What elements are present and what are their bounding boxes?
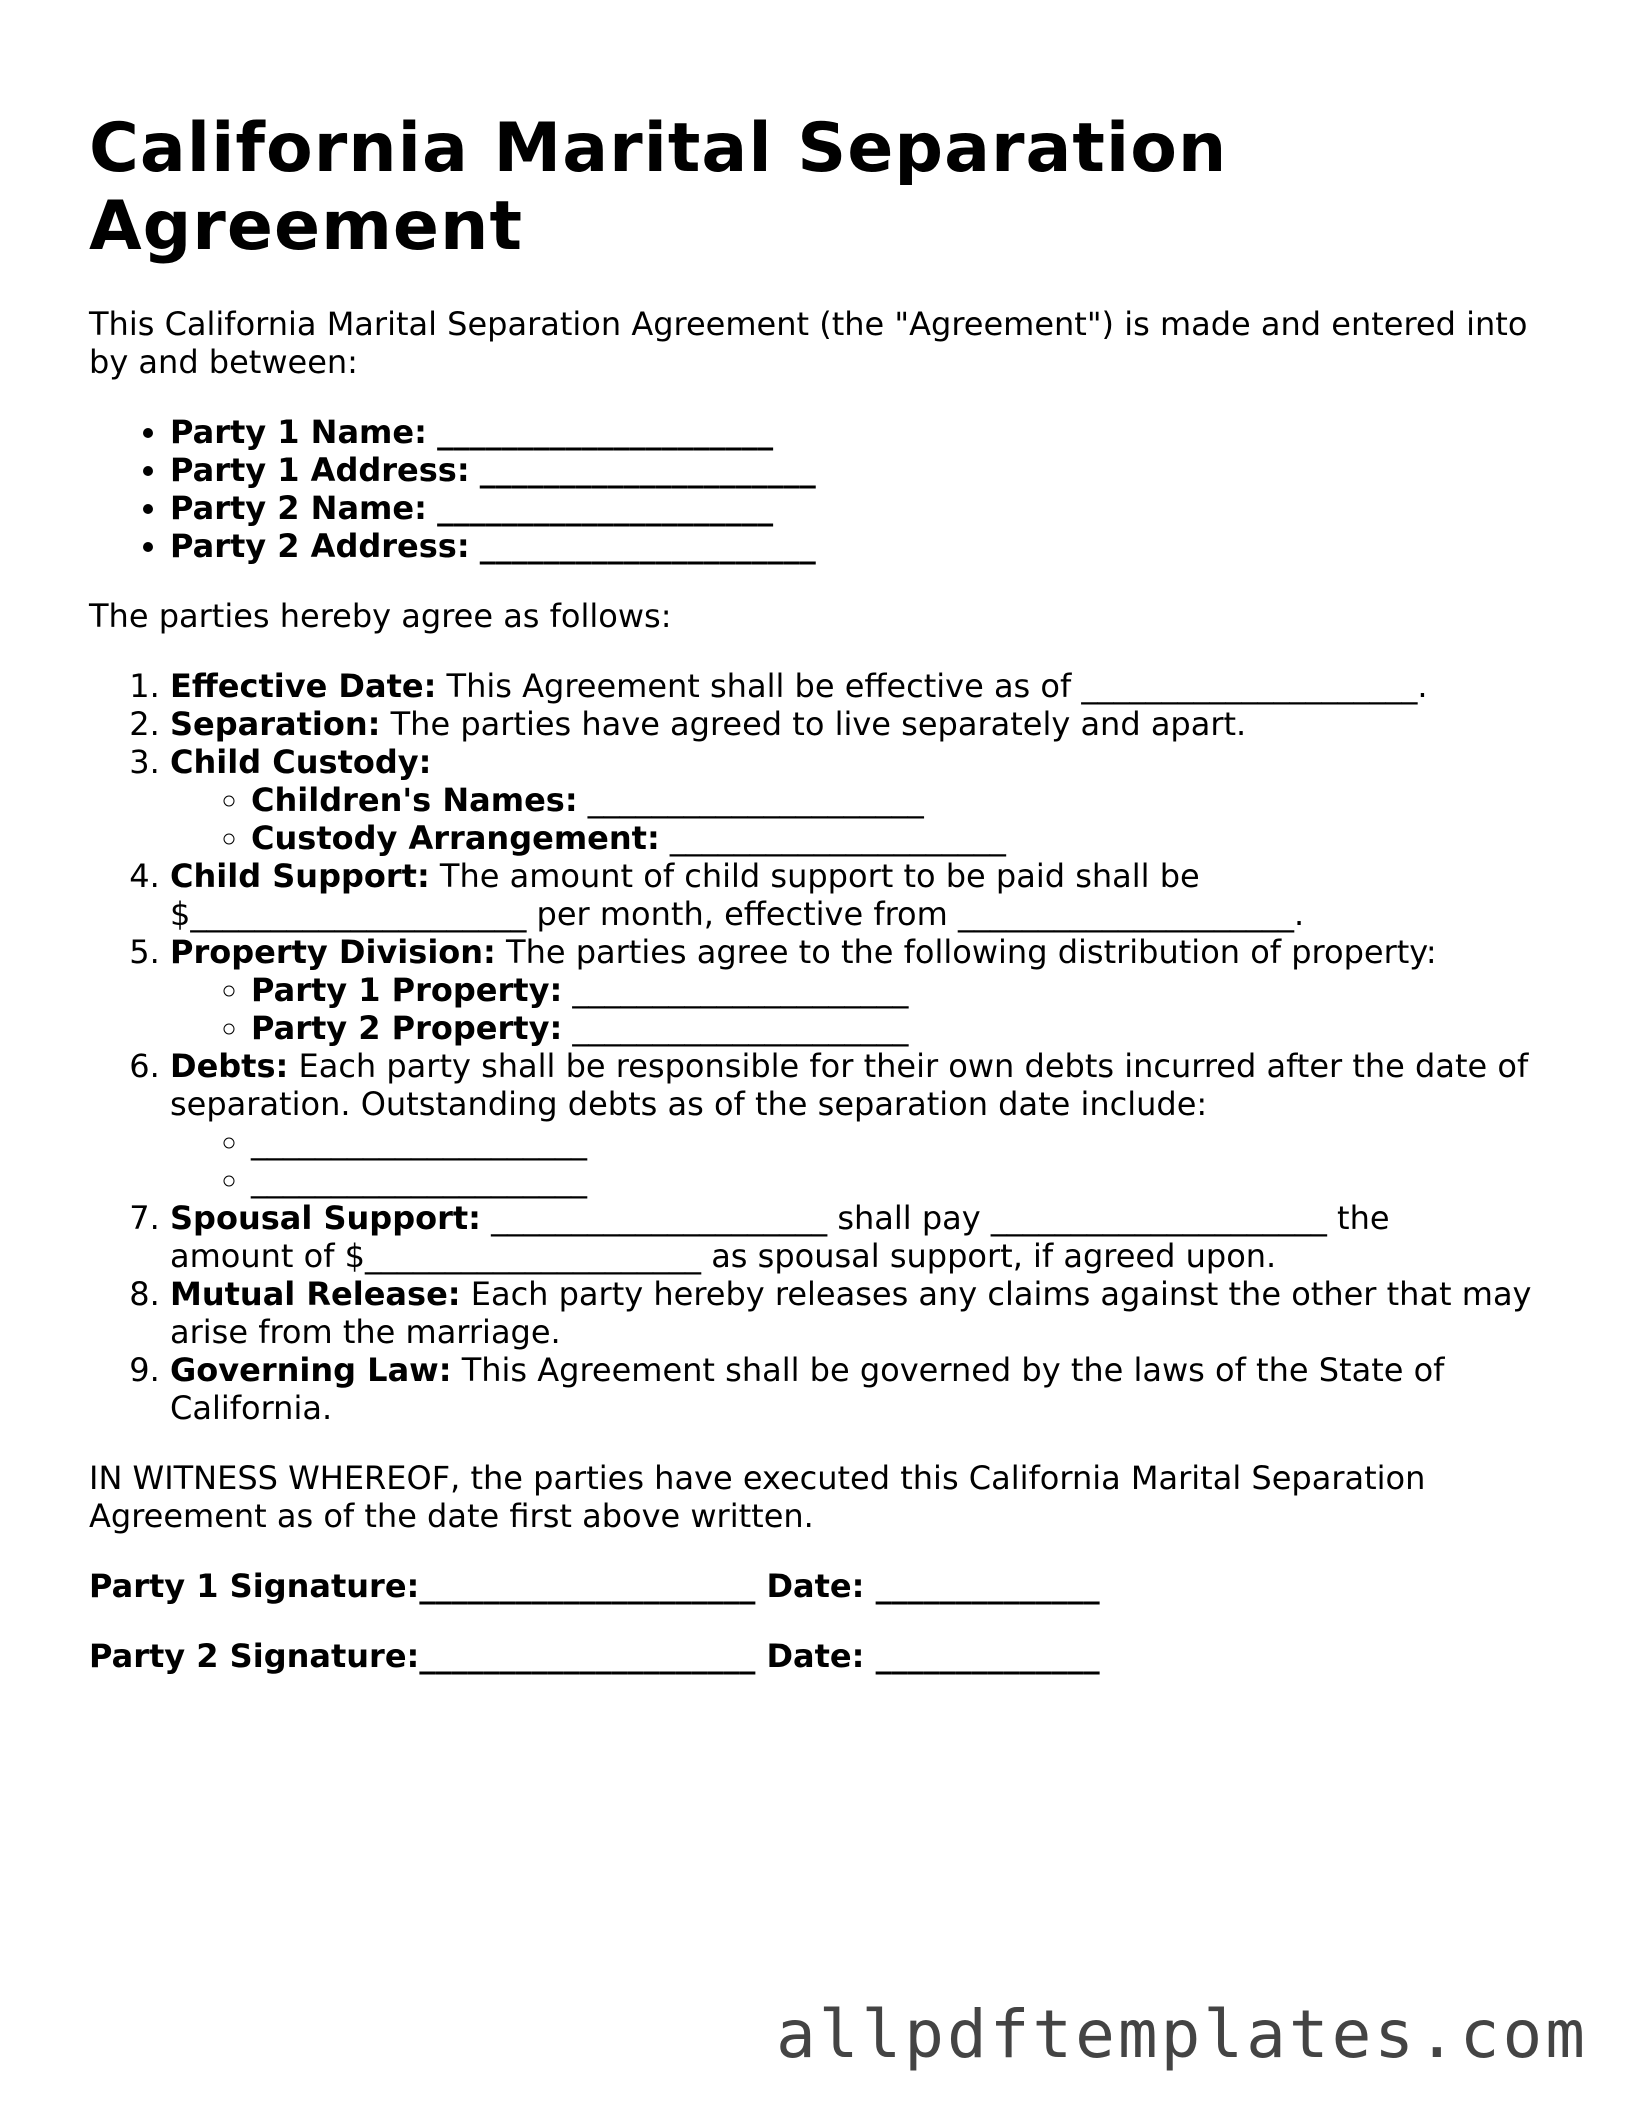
terms-list bbox=[89, 667, 1559, 1427]
blank-line: _____________________ bbox=[572, 971, 909, 1009]
blank-line: _____________________ bbox=[251, 1123, 587, 1161]
witness-paragraph: IN WITNESS WHEREOF, the parties have executed this California Marital Separation Agreement as of the date first above written. bbox=[89, 1459, 1426, 1535]
intro-paragraph: This California Marital Separation Agreement (the "Agreement") is made and entered into by and between: bbox=[89, 305, 1528, 381]
watermark: allpdftemplates.com bbox=[776, 1996, 1588, 2073]
blank-line: _____________________ bbox=[587, 781, 924, 819]
term-governing-law: 9. Governing Law: This Agreement shall be governed by the laws of the State of California. bbox=[170, 1351, 1559, 1427]
term-mutual-release: 8. Mutual Release: Each party hereby releases any claims against the other that may arise from the marriage. bbox=[170, 1275, 1559, 1351]
blank-line: _____________________ bbox=[1081, 667, 1418, 705]
blank-line: _____________________ bbox=[957, 895, 1294, 933]
list-item: • Party 2 Name: _____________________ bbox=[170, 489, 1559, 527]
list-item: ◦ Children's Names: _____________________ bbox=[251, 781, 1559, 819]
list-item bbox=[251, 1123, 1559, 1161]
follows-paragraph: The parties hereby agree as follows: bbox=[89, 597, 672, 635]
blank-line: _____________________ bbox=[479, 451, 816, 489]
blank-line: _____________________ bbox=[437, 413, 774, 451]
blank-line: _____________________ bbox=[491, 1199, 828, 1237]
date-blank: ______________ bbox=[875, 1567, 1100, 1605]
blank-line: _____________________ bbox=[479, 527, 816, 565]
blank-line: _____________________ bbox=[669, 819, 1006, 857]
list-item: ◦ Party 2 Property: _____________________ bbox=[251, 1009, 1559, 1047]
custody-sublist bbox=[170, 781, 1559, 857]
page-title: California Marital Separation Agreement bbox=[89, 109, 1228, 266]
list-item: ◦ Custody Arrangement: _____________________ bbox=[251, 819, 1559, 857]
term-child-support: 4. Child Support: The amount of child support to be paid shall be $_____________________ per month, effective from _____________________. bbox=[170, 857, 1559, 933]
list-item: • Party 2 Address: _____________________ bbox=[170, 527, 1559, 565]
term-spousal-support: 7. Spousal Support: _____________________ shall pay _____________________ the amount of $_____________________ as spousal support, if agreed upon. bbox=[170, 1199, 1559, 1275]
blank-line: _____________________ bbox=[572, 1009, 909, 1047]
party1-signature-line: Party 1 Signature:_____________________ Date: ______________ bbox=[89, 1567, 1100, 1605]
property-sublist bbox=[170, 971, 1559, 1047]
blank-line: _____________________ bbox=[437, 489, 774, 527]
signature-blank: _____________________ bbox=[419, 1637, 756, 1675]
blank-line: _____________________ bbox=[190, 895, 527, 933]
term-child-custody: 3. Child Custody: ◦ Children's Names: _____________________ ◦ Custody Arrangement: _____________________ bbox=[170, 743, 1559, 857]
term-property-division: 5. Property Division: The parties agree to the following distribution of property: ◦ Party 1 Property: _____________________ ◦ Party 2 Property: _____________________ bbox=[170, 933, 1559, 1047]
debts-sublist bbox=[170, 1123, 1559, 1199]
party2-signature-line: Party 2 Signature:_____________________ Date: ______________ bbox=[89, 1637, 1100, 1675]
blank-line: _____________________ bbox=[990, 1199, 1327, 1237]
list-item: • Party 1 Name: _____________________ bbox=[170, 413, 1559, 451]
blank-line: _____________________ bbox=[365, 1237, 702, 1275]
list-item bbox=[251, 1161, 1559, 1199]
signature-blank: _____________________ bbox=[419, 1567, 756, 1605]
term-effective-date: 1. Effective Date: This Agreement shall be effective as of _____________________. bbox=[170, 667, 1559, 705]
list-item: • Party 1 Address: _____________________ bbox=[170, 451, 1559, 489]
term-separation: 2. Separation: The parties have agreed to live separately and apart. bbox=[170, 705, 1559, 743]
blank-line: _____________________ bbox=[251, 1161, 587, 1199]
term-debts: 6. Debts: Each party shall be responsible for their own debts incurred after the date of separation. Outstanding debts as of the separation date include: ◦ _____________________ ◦ _____________________ bbox=[170, 1047, 1559, 1199]
list-item: ◦ Party 1 Property: _____________________ bbox=[251, 971, 1559, 1009]
document-page bbox=[89, 110, 1559, 1675]
date-blank: ______________ bbox=[875, 1637, 1100, 1675]
party-list bbox=[89, 413, 1559, 565]
